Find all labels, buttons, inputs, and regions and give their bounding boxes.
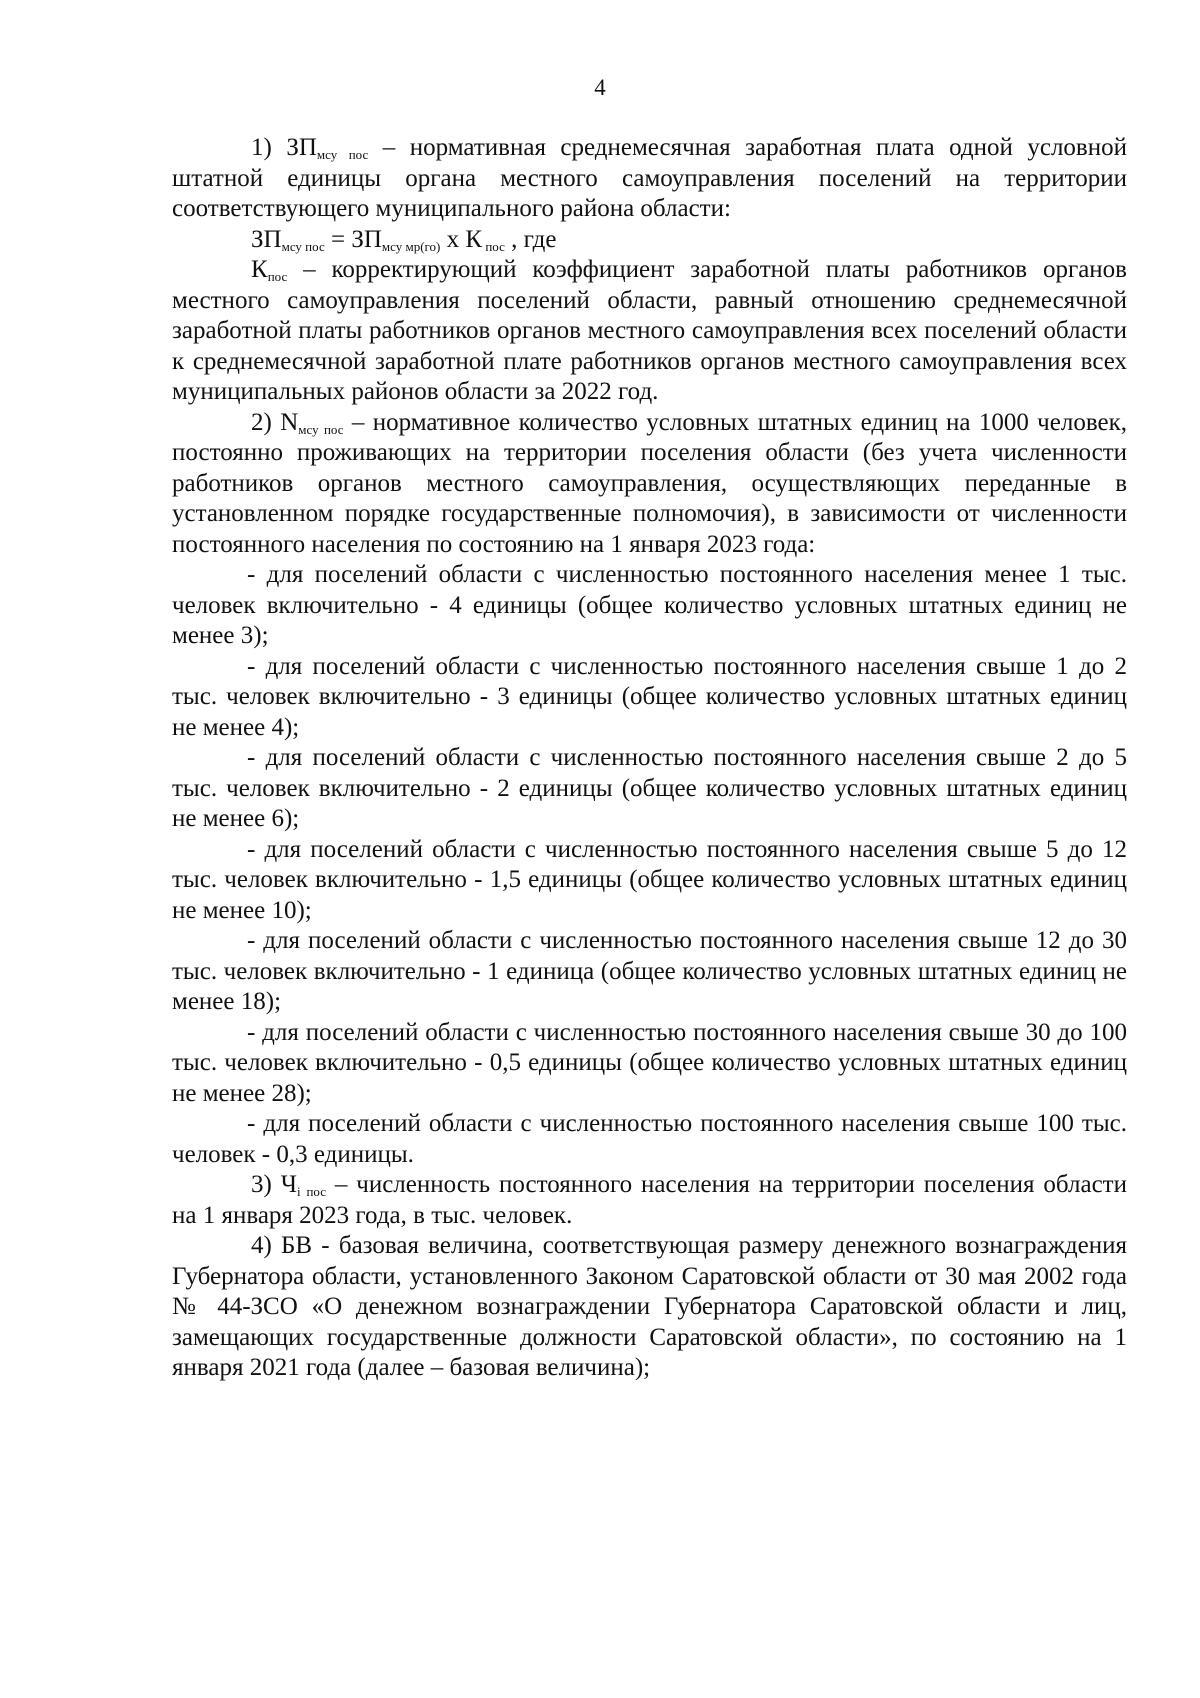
document-body (172, 133, 1127, 1384)
bullet-6: - для поселений области с численностью постоянного населения свыше 30 до 100 тыс. человек включительно - 0,5 единицы (общее количество условных штатных единиц не менее 28); (172, 1018, 1127, 1107)
item-3-text: – численность постоянного населения на территории поселения области на 1 января 2023 года, в тыс. человек. (172, 1171, 1127, 1229)
item-2-number: 2) N (251, 408, 299, 436)
k-definition-paragraph (172, 255, 1127, 408)
formula-part-d: , где (504, 225, 557, 253)
bullet-1: - для поселений области с численностью постоянного населения менее 1 тыс. человек включительно - 4 единицы (общее количество условных штатных единиц не менее 3); (172, 561, 1127, 649)
formula-sub-b: мсу мр(го) (381, 238, 441, 254)
item-1-text: – нормативная среднемесячная заработная плата одной условной штатной единицы органа местного самоуправления поселений на территории соответствующего муниципального района области: (172, 134, 1127, 222)
formula-sub-a: мсу пос (281, 238, 325, 254)
bullet-5: - для поселений области с численностью постоянного населения свыше 12 до 30 тыс. человек включительно - 1 единица (общее количество условных штатных единиц не менее 18); (172, 927, 1127, 1015)
page-number: 4 (594, 75, 606, 100)
formula-line (172, 225, 1127, 256)
k-text: – корректирующий коэффициент заработной платы работников органов местного самоуправления поселений области, равный отношению среднемесячной заработной платы работников органов местного самоуправления всех поселений области к среднемесячной заработной плате работников органов местного самоуправления всех муниципальных районов области за 2022 год. (172, 256, 1127, 405)
item-3-number: 3) Ч (251, 1171, 297, 1198)
item-3-subscript: i пос (296, 1184, 326, 1199)
item-2-subscript: мсу пос (298, 421, 344, 437)
formula-sub-c: пос (482, 238, 505, 254)
k-subscript: пос (267, 269, 288, 284)
formula-part-a: ЗП (251, 225, 282, 253)
bullet-4: - для поселений области с численностью постоянного населения свыше 5 до 12 тыс. человек включительно - 1,5 единицы (общее количество условных штатных единиц не менее 10); (172, 835, 1127, 924)
formula-part-b: = ЗП (324, 225, 382, 253)
item-1-number: 1) ЗП (251, 134, 317, 161)
item-3-paragraph (172, 1170, 1127, 1231)
item-2-text: – нормативное количество условных штатных единиц на 1000 человек, постоянно проживающих на территории поселения области (без учета численности работников органов местного самоуправления, осуществляющих переданные в установленном порядке государственные полномочия), в зависимости от численности постоянного населения по состоянию на 1 января 2023 года: (172, 408, 1127, 558)
k-label: К (251, 256, 268, 283)
bullet-2: - для поселений области с численностью постоянного населения свыше 1 до 2 тыс. человек включительно - 3 единицы (общее количество условных штатных единиц не менее 4); (172, 652, 1127, 741)
item-2-paragraph (172, 408, 1127, 561)
item-1-subscript: мсу пос (316, 147, 369, 162)
bullet-3: - для поселений области с численностью постоянного населения свыше 2 до 5 тыс. человек включительно - 2 единицы (общее количество условных штатных единиц не менее 6); (172, 744, 1127, 832)
item-1-paragraph (172, 133, 1127, 225)
formula-part-c: х К (440, 225, 483, 253)
bullet-7: - для поселений области с численностью постоянного населения свыше 100 тыс. человек - 0,3 единицы. (172, 1110, 1127, 1168)
item-4-paragraph: 4) БВ - базовая величина, соответствующая размеру денежного вознаграждения Губернатора области, установленного Законом Саратовской области от 30 мая 2002 года № 44-ЗСО «О денежном вознаграждении Губернатора Саратовской области и лиц, замещающих государственные должности Саратовской области», по состоянию на 1 января 2021 года (далее – базовая величина); (172, 1232, 1127, 1381)
